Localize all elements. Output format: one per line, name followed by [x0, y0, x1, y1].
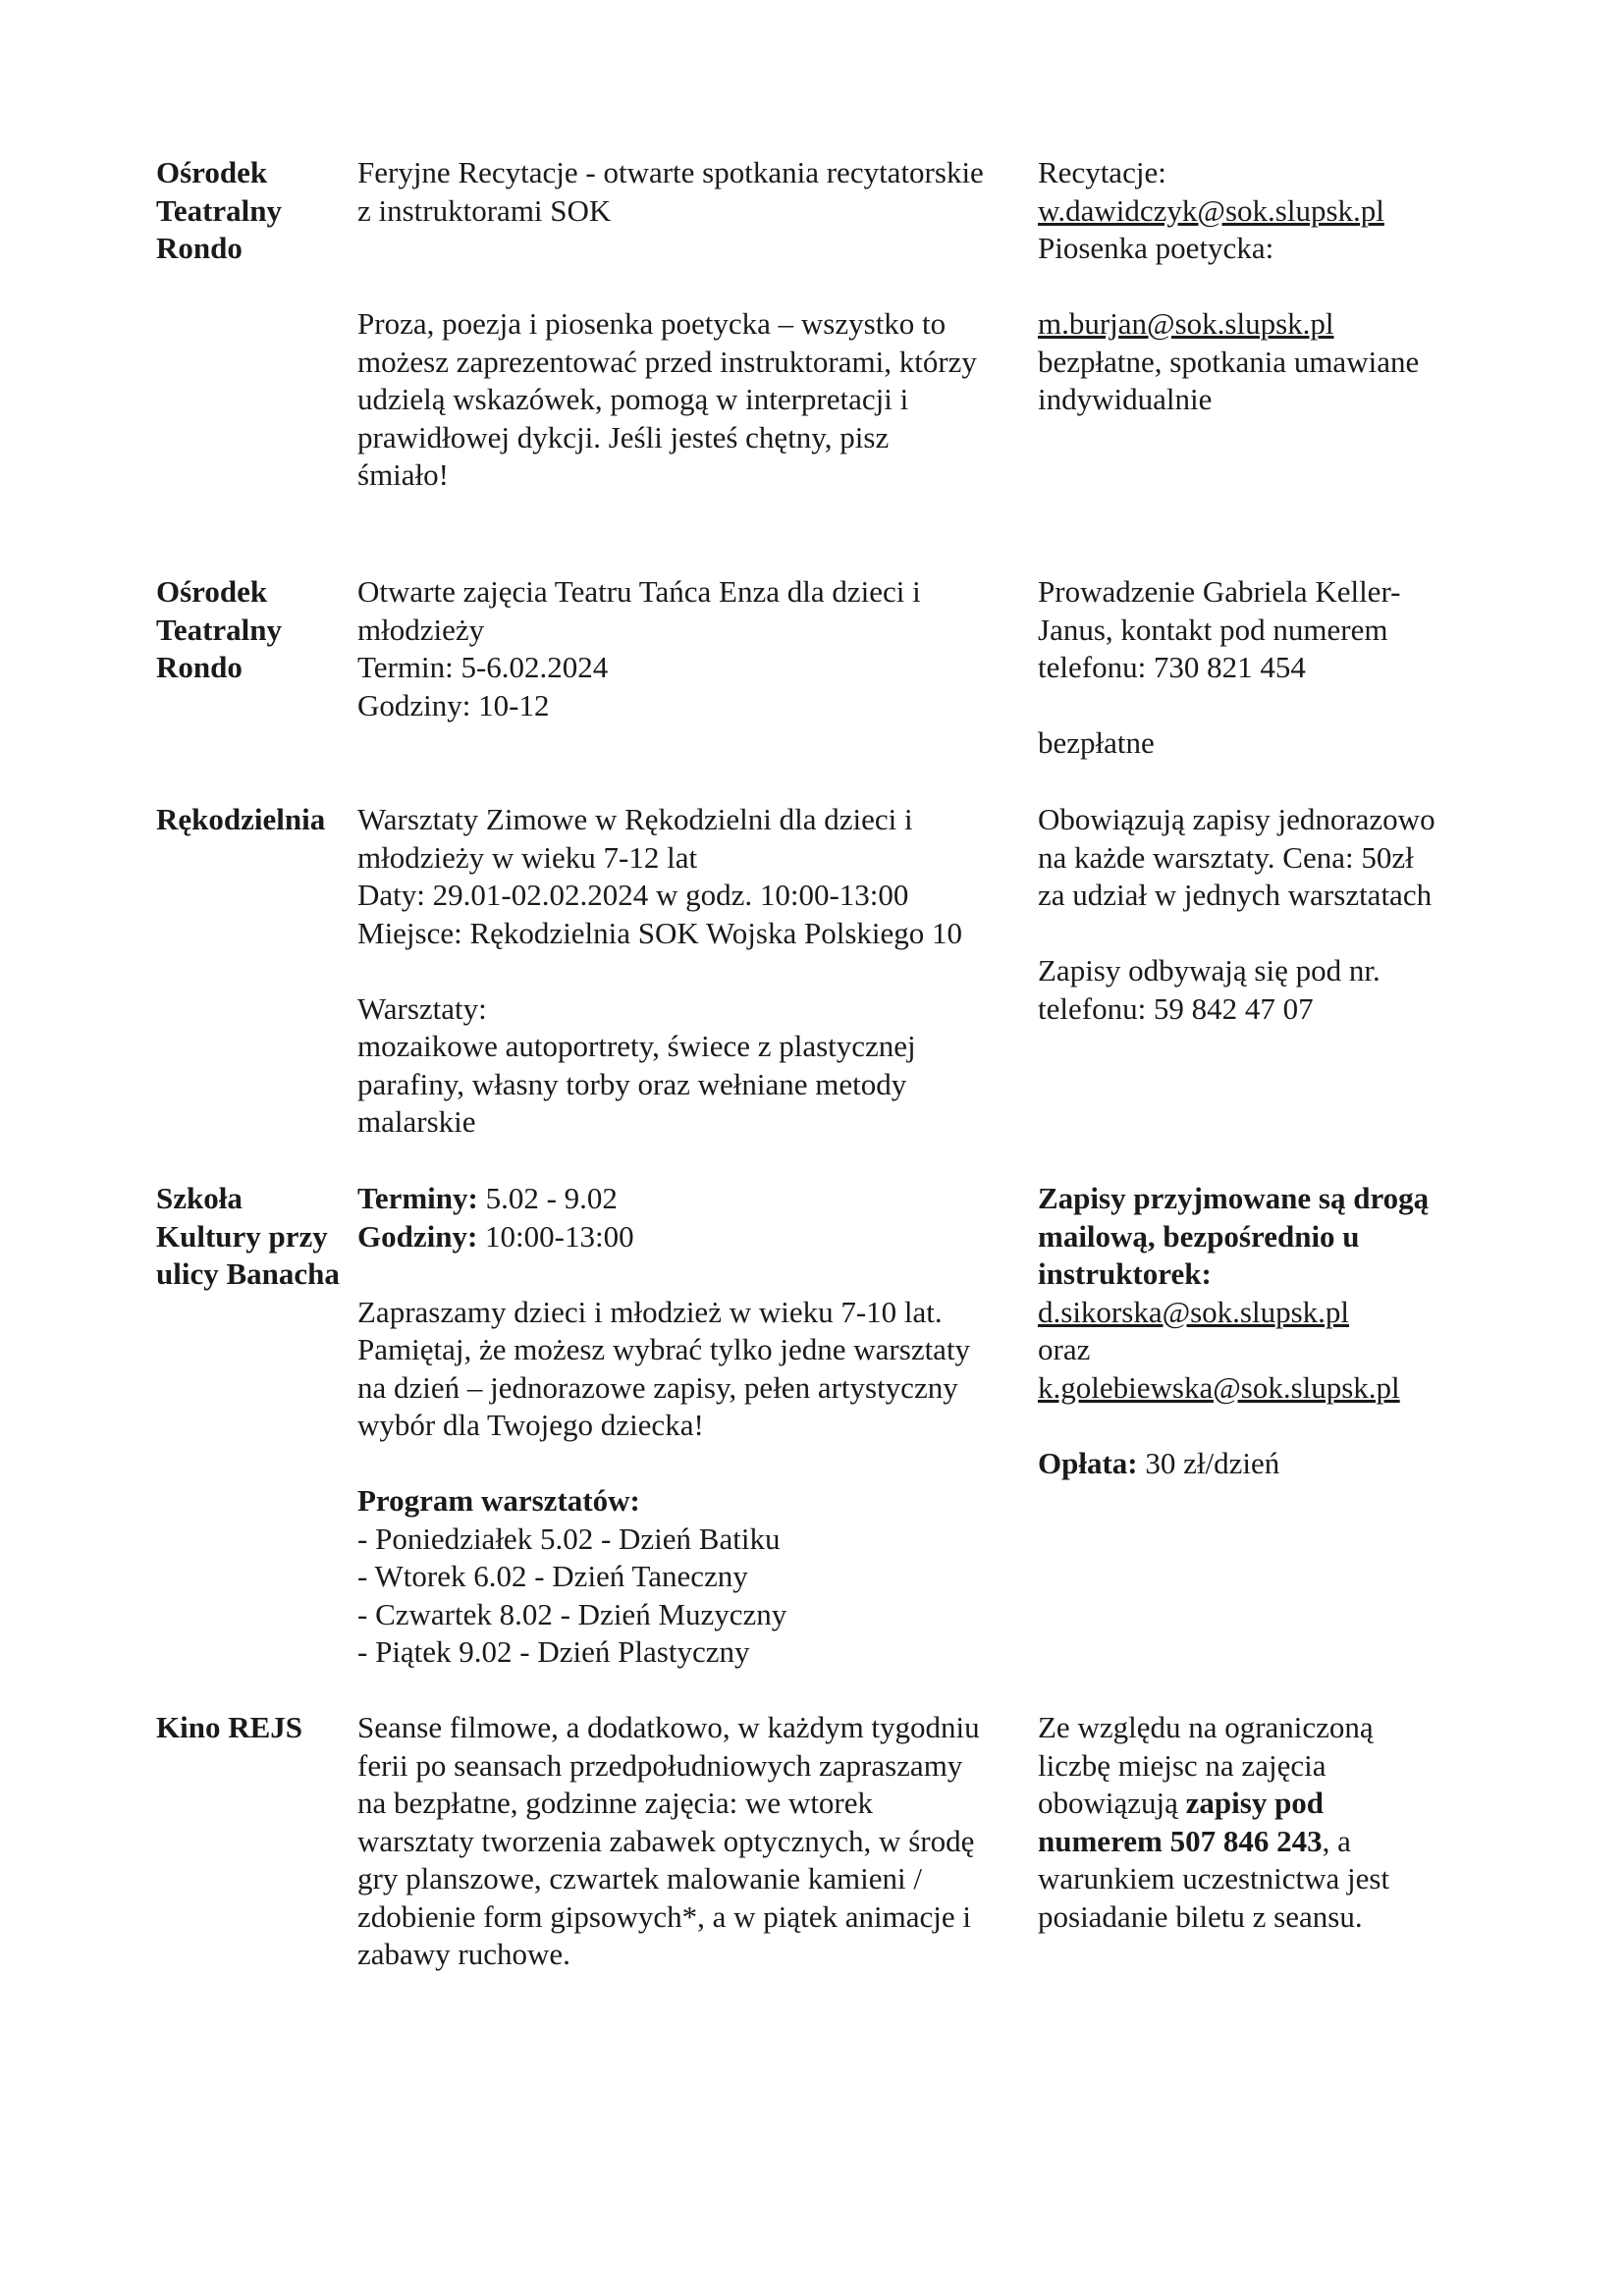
dates-line: Daty: 29.01-02.02.2024 w godz. 10:00-13:00 [357, 878, 909, 912]
contact-line: telefonu: 730 821 454 [1038, 650, 1306, 684]
description-cell [357, 1180, 1035, 1672]
description-line: Warsztaty Zimowe w Rękodzielni dla dzieci i [357, 802, 913, 836]
hours-value: 10:00-13:00 [477, 1218, 634, 1254]
description-line: młodzieży w wieku 7-12 lat [357, 839, 698, 875]
place-line: Miejsce: Rękodzielnia SOK Wojska Polskiego 10 [357, 915, 963, 950]
venue-cell [156, 573, 352, 687]
contact-line: za udział w jednych warsztatach [1038, 878, 1433, 912]
contact-line: Janus, kontakt pod numerem [1038, 612, 1388, 647]
description-line: Seanse filmowe, a dodatkowo, w każdym tygodniu [357, 1710, 980, 1744]
workshops-label: Warsztaty: [357, 990, 487, 1026]
contact-bold-text: zapisy pod [1185, 1786, 1325, 1820]
program-item: - Piątek 9.02 - Dzień Plastyczny [357, 1634, 750, 1669]
term-line: Termin: 5-6.02.2024 [357, 650, 609, 684]
recytacje-label: Recytacje: [1038, 155, 1166, 189]
contact-cell [1038, 801, 1588, 1028]
contact-line: Zapisy przyjmowane są drogą [1038, 1181, 1430, 1215]
email-link-golebiewska[interactable]: k.golebiewska@sok.slupsk.pl [1038, 1369, 1400, 1405]
description-line: Otwarte zajęcia Teatru Tańca Enza dla dzieci i [357, 574, 921, 609]
description-line: na dzień – jednorazowe zapisy, pełen artystyczny [357, 1369, 958, 1405]
workshops-line: malarskie [357, 1104, 476, 1139]
contact-line: mailową, bezpośrednio u [1038, 1218, 1360, 1254]
email-link-dawidczyk[interactable]: w.dawidczyk@sok.slupsk.pl [1038, 192, 1384, 228]
contact-line: Obowiązują zapisy jednorazowo [1038, 802, 1435, 836]
description-line: możesz zaprezentować przed instruktorami, którzy [357, 344, 977, 379]
venue-line: ulicy Banacha [156, 1256, 340, 1291]
description-line: Pamiętaj, że możesz wybrać tylko jedne warsztaty [357, 1332, 971, 1366]
contact-cell [1038, 154, 1588, 419]
contact-cell [1038, 573, 1588, 763]
fee-line [1038, 1445, 1588, 1483]
contact-line: liczbę miejsc na zajęcia [1038, 1747, 1326, 1783]
contact-line: posiadanie biletu z seansu. [1038, 1898, 1363, 1934]
fee-label: Opłata: [1038, 1445, 1138, 1480]
description-line: śmiało! [357, 457, 449, 492]
description-line: udzielą wskazówek, pomogą w interpretacji i [357, 382, 909, 416]
contact-line [1038, 1785, 1588, 1823]
hours-label: Godziny: [357, 1218, 478, 1254]
description-cell [357, 154, 1035, 495]
venue-line: Szkoła [156, 1181, 243, 1215]
contact-line: warunkiem uczestnictwa jest [1038, 1861, 1390, 1896]
description-cell [357, 573, 1035, 724]
description-line: zabawy ruchowe. [357, 1937, 570, 1971]
description-line: gry planszowe, czwartek malowanie kamieni / [357, 1861, 922, 1896]
terms-line [357, 1180, 1035, 1218]
price-note: bezpłatne [1038, 725, 1155, 760]
fee-value: 30 zł/dzień [1137, 1445, 1280, 1480]
venue-line: Rękodzielnia [156, 802, 326, 836]
contact-line: Ze względu na ograniczoną [1038, 1710, 1374, 1744]
contact-text: , a [1322, 1823, 1351, 1858]
description-cell [357, 1709, 1035, 1974]
venue-line: Kultury przy [156, 1218, 328, 1254]
workshops-line: mozaikowe autoportrety, świece z plastycznej [357, 1029, 916, 1063]
workshops-line: parafiny, własny torby oraz wełniane metody [357, 1066, 907, 1101]
program-item: - Wtorek 6.02 - Dzień Taneczny [357, 1559, 748, 1593]
venue-cell [156, 154, 352, 268]
description-line: Proza, poezja i piosenka poetycka – wszystko to [357, 306, 947, 341]
email-link-sikorska[interactable]: d.sikorska@sok.slupsk.pl [1038, 1294, 1350, 1329]
contact-line: instruktorek: [1038, 1256, 1212, 1291]
hours-line: Godziny: 10-12 [357, 687, 550, 722]
program-item: - Czwartek 8.02 - Dzień Muzyczny [357, 1596, 787, 1631]
description-line: wybór dla Twojego dziecka! [357, 1408, 704, 1442]
contact-line: na każde warsztaty. Cena: 50zł [1038, 839, 1414, 875]
contact-cell [1038, 1709, 1588, 1936]
description-line: młodzieży [357, 612, 485, 647]
program-item: - Poniedziałek 5.02 - Dzień Batiku [357, 1521, 781, 1556]
contact-line: Zapisy odbywają się pod nr. [1038, 953, 1380, 988]
terms-value: 5.02 - 9.02 [477, 1181, 618, 1215]
venue-cell [156, 1709, 352, 1747]
piosenka-label: Piosenka poetycka: [1038, 231, 1274, 265]
description-line: zdobienie form gipsowych*, a w piątek animacje i [357, 1898, 971, 1934]
contact-line: Prowadzenie Gabriela Keller- [1038, 574, 1401, 609]
venue-line: Kino REJS [156, 1710, 303, 1744]
price-note: indywidualnie [1038, 382, 1213, 416]
description-cell [357, 801, 1035, 1142]
venue-line: Teatralny [156, 192, 283, 228]
description-line: z instruktorami SOK [357, 192, 612, 228]
email-link-burjan[interactable]: m.burjan@sok.slupsk.pl [1038, 306, 1334, 341]
venue-line: Rondo [156, 231, 243, 265]
venue-cell [156, 1180, 352, 1294]
description-line: warsztaty tworzenia zabawek optycznych, w środę [357, 1823, 975, 1858]
description-line: ferii po seansach przedpołudniowych zapraszamy [357, 1747, 963, 1783]
description-line: Zapraszamy dzieci i młodzież w wieku 7-10 lat. [357, 1294, 943, 1329]
description-line: Feryjne Recytacje - otwarte spotkania recytatorskie [357, 155, 984, 189]
terms-label: Terminy: [357, 1181, 478, 1215]
program-label: Program warsztatów: [357, 1483, 640, 1518]
contact-text: obowiązują [1038, 1786, 1186, 1820]
price-note: bezpłatne, spotkania umawiane [1038, 344, 1420, 379]
venue-line: Rondo [156, 650, 243, 684]
contact-line [1038, 1823, 1588, 1861]
contact-line: telefonu: 59 842 47 07 [1038, 990, 1314, 1026]
hours-line [357, 1218, 1035, 1256]
venue-line: Ośrodek [156, 574, 268, 609]
venue-cell [156, 801, 352, 839]
description-line: na bezpłatne, godzinne zajęcia: we wtorek [357, 1786, 874, 1820]
venue-line: Ośrodek [156, 155, 268, 189]
phone-number: numerem 507 846 243 [1038, 1823, 1323, 1858]
description-line: prawidłowej dykcji. Jeśli jesteś chętny, pisz [357, 419, 890, 454]
oraz-text: oraz [1038, 1332, 1091, 1366]
contact-cell [1038, 1180, 1588, 1482]
venue-line: Teatralny [156, 612, 283, 647]
